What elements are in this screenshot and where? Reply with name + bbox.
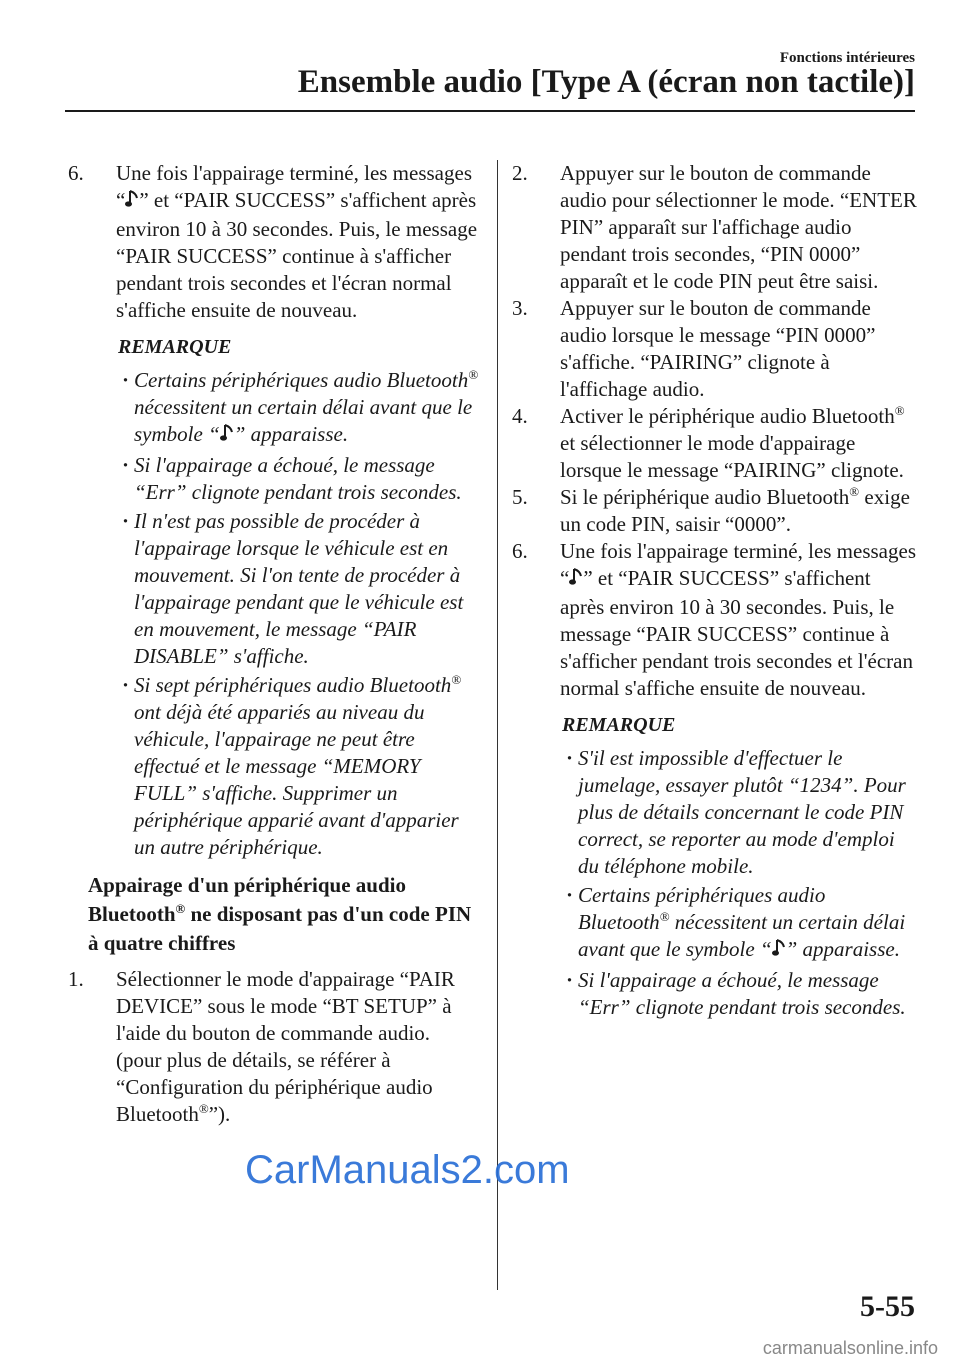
registered-mark: ® xyxy=(198,1101,209,1116)
registered-mark: ® xyxy=(451,672,462,687)
remark-bullet: · Si l'appairage a échoué, le message “Err” clignote pendant trois secondes. xyxy=(578,967,917,1021)
music-note-icon xyxy=(772,938,786,965)
column-divider xyxy=(497,160,498,1290)
step-number: 1. xyxy=(68,967,84,991)
music-note-icon xyxy=(220,423,234,450)
registered-mark: ® xyxy=(894,403,905,418)
remark-bullet: · S'il est impossible d'effectuer le jumelage, essayer plutôt “1234”. Pour plus de détails concernant le code PIN correct, se reporter au mode d'emploi du téléphone mobile. xyxy=(578,745,917,880)
music-note-icon xyxy=(569,567,583,594)
remark-bullet: · Si sept périphériques audio Bluetooth® ont déjà été appariés au niveau du véhicule, l'appairage ne peut être effectué et le message “MEMORY FULL” s'affiche. Supprimer un périphérique apparié avant d'apparier un autre périphérique. xyxy=(134,672,480,861)
registered-mark: ® xyxy=(659,909,670,924)
registered-mark: ® xyxy=(849,484,860,499)
right-column xyxy=(512,160,917,1023)
remark-bullet: · Certains périphériques audio Bluetooth® nécessitent un certain délai avant que le symbole “ ” apparaisse. xyxy=(134,367,480,450)
remark-bullet: · Certains périphériques audio Bluetooth® nécessitent un certain délai avant que le symbole “ ” apparaisse. xyxy=(578,882,917,965)
header-divider xyxy=(65,110,915,112)
remark-bullet: · Il n'est pas possible de procéder à l'appairage lorsque le véhicule est en mouvement. Si l'on tente de procéder à l'appairage pendant que le véhicule est en mouvement, le message “PAIR DISABLE” s'affiche. xyxy=(134,508,480,670)
step-text: Une fois l'appairage terminé, les messages “ xyxy=(116,161,472,212)
footer-site-label: carmanualsonline.info xyxy=(762,1338,938,1358)
remark-title: REMARQUE xyxy=(118,336,232,358)
watermark: CarManuals2.com xyxy=(245,1148,570,1192)
step-5: 5. Si le périphérique audio Bluetooth® exige un code PIN, saisir “0000”. xyxy=(512,484,910,536)
section-label: Fonctions intérieures xyxy=(779,50,915,66)
remark-title: REMARQUE xyxy=(562,714,676,736)
step-3: 3. Appuyer sur le bouton de commande audio lorsque le message “PIN 0000” s'affiche. “PAIRING” clignote à l'affichage audio. xyxy=(512,296,876,401)
page-title: Ensemble audio [Type A (écran non tactile)] xyxy=(297,64,915,100)
step-2: 2. Appuyer sur le bouton de commande audio pour sélectionner le mode. “ENTER PIN” apparaît sur l'affichage audio pendant trois secondes, “PIN 0000” apparaît et le code PIN peut être saisi. xyxy=(512,161,917,293)
music-note-icon xyxy=(125,189,139,216)
left-column xyxy=(68,160,480,1128)
registered-mark: ® xyxy=(175,901,186,916)
step-1: 1. Sélectionner le mode d'appairage “PAIR DEVICE” sous le mode “BT SETUP” à l'aide du bouton de commande audio. (pour plus de détails, se référer à “Configuration du périphérique audio Bluetooth®”). xyxy=(68,967,455,1126)
step-6-left xyxy=(68,160,480,324)
page-number: 5-55 xyxy=(860,1290,915,1323)
section-heading: Appairage d'un périphérique audio Bluetooth® ne disposant pas d'un code PIN à quatre chiffres xyxy=(88,873,472,955)
registered-mark: ® xyxy=(468,367,479,382)
step-text-cont: ” et “PAIR SUCCESS” s'affichent après environ 10 à 30 secondes. Puis, le message “PAIR SUCCESS” continue à s'afficher pendant trois secondes et l'écran normal s'affiche ensuite de nouveau. xyxy=(116,188,478,322)
step-number: 6. xyxy=(68,161,84,185)
step-6-right: 6. Une fois l'appairage terminé, les messages “ ” et “PAIR SUCCESS” s'affichent après environ 10 à 30 secondes. Puis, le message “PAIR SUCCESS” continue à s'afficher pendant trois secondes et l'écran normal s'affiche ensuite de nouveau. xyxy=(512,539,916,700)
step-4: 4. Activer le périphérique audio Bluetooth® et sélectionner le mode d'appairage lorsque le message “PAIRING” clignote. xyxy=(512,403,905,482)
remark-bullet: · Si l'appairage a échoué, le message “Err” clignote pendant trois secondes. xyxy=(134,452,480,506)
